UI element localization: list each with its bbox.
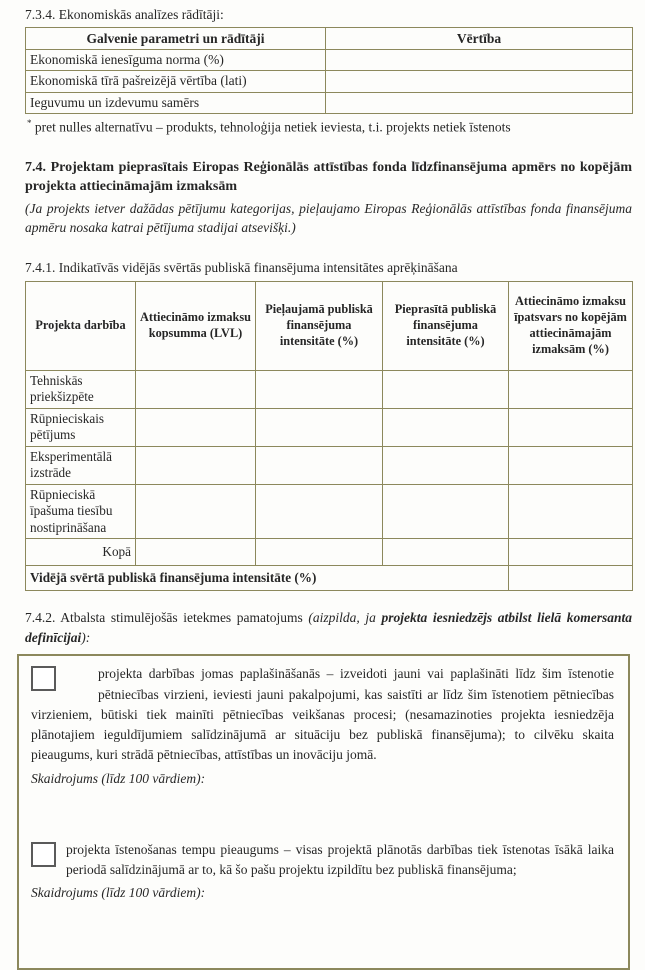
value-input-cell[interactable] bbox=[326, 50, 633, 71]
value-input-cell[interactable] bbox=[509, 484, 633, 539]
value-input-cell[interactable] bbox=[136, 484, 256, 539]
row-label: Rūpnieciskā īpašuma tiesību nostiprināšana bbox=[26, 484, 136, 539]
explanation-hint: Skaidrojums (līdz 100 vārdiem): bbox=[31, 885, 206, 901]
value-input-cell[interactable] bbox=[509, 408, 633, 446]
value-input-cell[interactable] bbox=[136, 446, 256, 484]
value-input-cell[interactable] bbox=[509, 539, 633, 566]
value-input-cell[interactable] bbox=[383, 408, 509, 446]
value-input-cell[interactable] bbox=[256, 370, 383, 408]
stimulus-option-1 bbox=[31, 664, 614, 765]
table-row bbox=[26, 50, 633, 71]
row-label: Rūpnieciskais pētījums bbox=[26, 408, 136, 446]
explanation-input-area[interactable] bbox=[31, 903, 614, 963]
value-input-cell[interactable] bbox=[256, 446, 383, 484]
footnote-text: pret nulles alternatīvu – produkts, tehnoloģija netiek ieviesta, t.i. projekts netiek īstenots bbox=[34, 119, 511, 135]
table-header-row bbox=[26, 28, 633, 50]
stimulus-option-1-checkbox[interactable] bbox=[31, 666, 56, 691]
value-input-cell[interactable] bbox=[509, 446, 633, 484]
value-input-cell[interactable] bbox=[136, 370, 256, 408]
table-row bbox=[26, 484, 633, 539]
value-input-cell[interactable] bbox=[136, 539, 256, 566]
value-input-cell[interactable] bbox=[136, 408, 256, 446]
footnote bbox=[27, 117, 632, 137]
section-74-note: (Ja projekts ietver dažādas pētījumu kategorijas, pieļaujamo Eiropas Reģionālās attīstības fonda finansējuma apmēru nosaka katrai pētījuma stadijai atsevišķi.) bbox=[25, 200, 632, 235]
row-label: Ieguvumu un izdevumu samērs bbox=[26, 92, 326, 113]
summary-label: Vidējā svērtā publiskā finansējuma intensitāte (%) bbox=[26, 566, 509, 591]
col-header-allowed-intensity: Pieļaujamā publiskā finansējuma intensitāte (%) bbox=[256, 281, 383, 370]
stimulus-option-2 bbox=[31, 840, 614, 881]
col-header-value: Vērtība bbox=[326, 28, 633, 50]
row-label: Tehniskās priekšizpēte bbox=[26, 370, 136, 408]
row-label: Eksperimentālā izstrāde bbox=[26, 446, 136, 484]
explanation-input-area[interactable] bbox=[31, 788, 614, 840]
value-input-cell[interactable] bbox=[383, 370, 509, 408]
stimulus-option-1-text: projekta darbības jomas paplašināšanās – izveidoti jauni vai paplašināti līdz šim īstenotie pētniecības virzieni, ieviesti jauni pakalpojumi, kas saistīti ar līdz šim īstenotiem pētniecības virzieniem, būtiski tiek mainīti pētniecības veikšanas procesi; (nesamazinoties projekta iesniedzēja plānotajiem ieguldījumiem salīdzinājumā ar situāciju bez publiskā finansējuma); to cilvēku skaita pieaugums, kuri strādā pētniecības, attīstības un inovāciju jomā. bbox=[31, 666, 614, 763]
value-input-cell[interactable] bbox=[509, 370, 633, 408]
heading-bold-italic-part: projekta iesniedzējs atbilst lielā komersanta definīcijai bbox=[25, 610, 632, 645]
section-741-heading: 7.4.1. Indikatīvās vidējās svērtās publiskā finansējuma intensitātes aprēķināšana bbox=[25, 259, 458, 275]
table-row bbox=[26, 71, 633, 92]
stimulus-justification-box bbox=[17, 654, 630, 970]
value-input-cell[interactable] bbox=[383, 539, 509, 566]
section-734-heading: 7.3.4. Ekonomiskās analīzes rādītāji: bbox=[25, 7, 224, 22]
table-header-row bbox=[26, 281, 633, 370]
value-input-cell[interactable] bbox=[383, 446, 509, 484]
total-label: Kopā bbox=[26, 539, 136, 566]
table-row bbox=[26, 370, 633, 408]
summary-row bbox=[26, 566, 633, 591]
value-input-cell[interactable] bbox=[326, 92, 633, 113]
table-row bbox=[26, 446, 633, 484]
value-input-cell[interactable] bbox=[383, 484, 509, 539]
section-74-heading: 7.4. Projektam pieprasītais Eiropas Reģionālās attīstības fonda līdzfinansējuma apmērs no kopējām projekta attiecināmajām izmaksām bbox=[25, 159, 632, 195]
economic-indicators-table bbox=[25, 27, 633, 114]
value-input-cell[interactable] bbox=[326, 71, 633, 92]
value-input-cell[interactable] bbox=[256, 408, 383, 446]
heading-normal-part: 7.4.2. Atbalsta stimulējošās ietekmes pamatojums bbox=[25, 610, 309, 626]
row-label: Ekonomiskā ienesīguma norma (%) bbox=[26, 50, 326, 71]
col-header-parameters: Galvenie parametri un rādītāji bbox=[26, 28, 326, 50]
col-header-activity: Projekta darbība bbox=[26, 281, 136, 370]
col-header-requested-intensity: Pieprasītā publiskā finansējuma intensitāte (%) bbox=[383, 281, 509, 370]
funding-intensity-table bbox=[25, 281, 633, 592]
row-label: Ekonomiskā tīrā pašreizējā vērtība (lati) bbox=[26, 71, 326, 92]
table-row bbox=[26, 92, 633, 113]
col-header-cost-share: Attiecināmo izmaksu īpatsvars no kopējām attiecināmajām izmaksām (%) bbox=[509, 281, 633, 370]
value-input-cell[interactable] bbox=[256, 484, 383, 539]
col-header-eligible-costs: Attiecināmo izmaksu kopsumma (LVL) bbox=[136, 281, 256, 370]
stimulus-option-2-text: projekta īstenošanas tempu pieaugums – visas projektā plānotās darbības tiek īstenotas īsākā laika periodā salīdzinājumā ar to, kā šo pašu projektu izpildītu bez publiskā finansējuma; bbox=[66, 841, 614, 878]
heading-italic-part: (aizpilda, ja bbox=[308, 610, 382, 626]
value-input-cell[interactable] bbox=[256, 539, 383, 566]
stimulus-option-2-checkbox[interactable] bbox=[31, 842, 56, 867]
explanation-hint: Skaidrojums (līdz 100 vārdiem): bbox=[31, 770, 206, 786]
heading-close-part: ): bbox=[81, 629, 91, 645]
footnote-marker: * bbox=[27, 117, 32, 128]
total-row bbox=[26, 539, 633, 566]
value-input-cell[interactable] bbox=[509, 566, 633, 591]
section-742-heading bbox=[25, 608, 632, 647]
table-row bbox=[26, 408, 633, 446]
